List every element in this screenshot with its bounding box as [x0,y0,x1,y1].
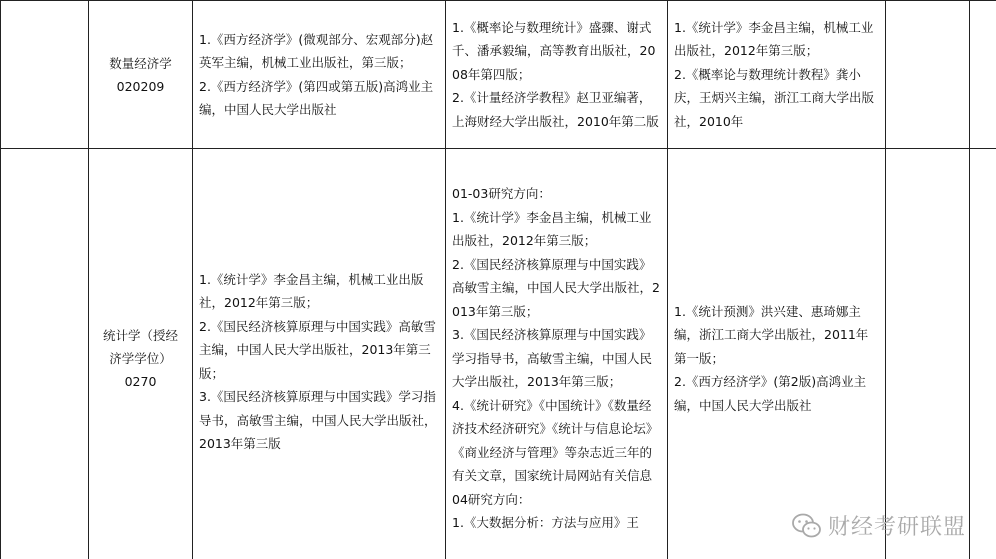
book-entry: 3.《国民经济核算原理与中国实践》学习指导书，高敏雪主编，中国人民大学出版社，2013年第三版； [452,327,653,390]
table-row [1,1,996,149]
book-entry: 2.《计量经济学教程》赵卫亚编著，上海财经大学出版社，2010年第二版 [452,90,659,129]
direction-heading: 04研究方向： [452,491,531,507]
table-row [1,149,996,559]
book-entry: 1.《统计学》李金昌主编，机械工业出版社，2012年第三版； [452,209,652,249]
book-entry: 4.《统计研究》《中国统计》《数量经济技术经济研究》《统计与信息论坛》《商业经济与管理》等杂志近三年的有关文章，国家统计局网站有关信息 [452,397,659,484]
empty-cell [886,1,970,149]
major-cell [89,149,193,559]
book-entry: 2.《西方经济学》(第2版)高鸿业主编，中国人民大学出版社 [674,374,867,413]
empty-cell [970,149,996,559]
book-entry: 2.《概率论与数理统计教程》龚小庆，王炳兴主编，浙江工商大学出版社，2010年 [674,66,875,129]
major-code: 020209 [116,78,165,94]
wechat-icon [792,513,822,539]
major-name-line: 济学学位） [109,351,172,366]
exam-books-cell [193,149,446,559]
major-name-line: 统计学（授经 [102,328,178,343]
extra-books-cell [668,1,886,149]
empty-cell [886,149,970,559]
watermark [792,510,966,541]
retest-books-cell [446,1,668,149]
book-entry: 1.《西方经济学》(微观部分、宏观部分)赵英军主编，机械工业出版社，第三版； [199,31,434,70]
book-entry: 2.《国民经济核算原理与中国实践》高敏雪主编，中国人民大学出版社，2013年第三版； [452,256,660,319]
major-code: 0270 [124,374,157,389]
book-entry: 3.《国民经济核算原理与中国实践》学习指导书，高敏雪主编，中国人民大学出版社，2013年第三版 [199,389,437,451]
book-entry: 1.《统计学》李金昌主编，机械工业出版社，2012年第三版； [199,271,424,310]
major-name: 数量经济学 [109,55,172,71]
book-entry: 1.《概率论与数理统计》盛骤、谢式千、潘承毅编，高等教育出版社，2008年第四版； [452,19,656,82]
exam-books-cell [193,1,446,149]
book-entry: 2.《西方经济学》(第四或第五版)高鸿业主编，中国人民大学出版社 [199,78,434,117]
major-cell [89,1,193,149]
book-entry: 1.《大数据分析：方法与应用》王 [452,515,639,531]
empty-cell [970,1,996,149]
left-margin-cell [1,1,89,149]
watermark-text: 财经考研联盟 [827,515,966,540]
book-entry: 1.《统计学》李金昌主编，机械工业出版社，2012年第三版； [674,19,874,59]
extra-books-cell [668,149,886,559]
left-margin-cell [1,149,89,559]
retest-books-cell [446,149,668,559]
direction-heading: 01-03研究方向： [452,186,551,202]
book-entry: 2.《国民经济核算原理与中国实践》高敏雪主编，中国人民大学出版社，2013年第三版； [199,318,436,381]
book-entry: 1.《统计预测》洪兴建、惠琦娜主编，浙江工商大学出版社，2011年第一版； [674,303,869,366]
